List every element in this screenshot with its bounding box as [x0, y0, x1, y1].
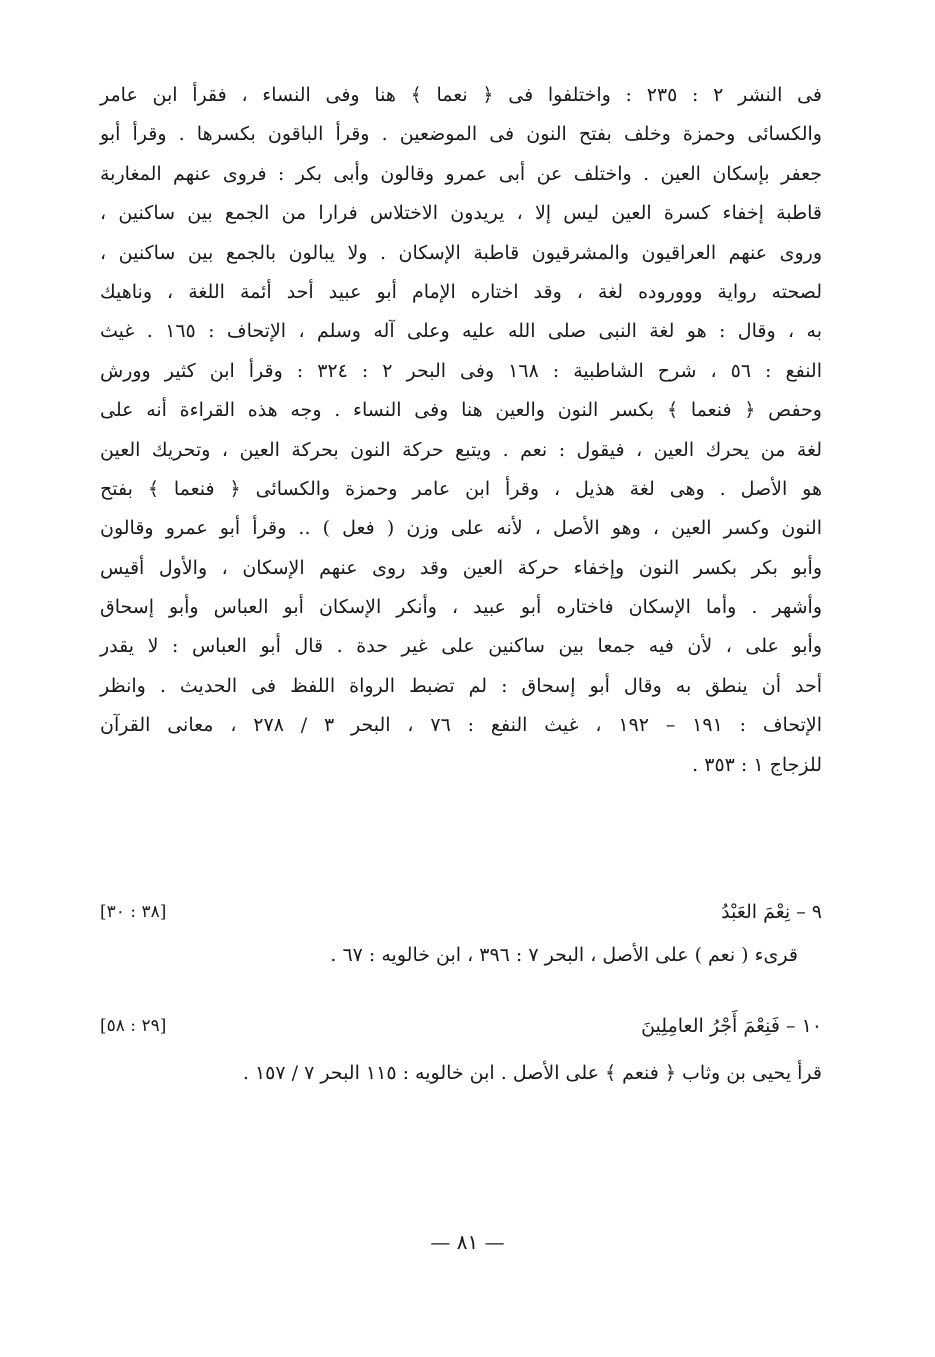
text-line: وأشهر . وأما الإسكان فاختاره أبو عبيد ، وأنكر الإسكان أبو العباس وأبو إسحاق — [100, 596, 822, 619]
text-line: أحد أن ينطق به وقال أبو إسحاق : لم تضبط الرواة اللفظ فى الحديث . وانظر — [100, 674, 822, 697]
commentary-paragraph — [100, 76, 822, 785]
entry-body: قرىء ( نعم ) على الأصل ، البحر ٧ : ٣٩٦ ، ابن خالويه : ٦٧ . — [330, 944, 798, 966]
text-line: هو الأصل . وهى لغة هذيل ، وقرأ ابن عامر وحمزة والكسائى ﴿ فنعما ﴾ بفتح — [100, 477, 822, 500]
text-line: قاطبة إخفاء كسرة العين ليس إلا ، يريدون الاختلاس فرارا من الجمع بين ساكنين ، — [100, 202, 822, 225]
page-number: — ٨١ — — [430, 1230, 505, 1254]
text-line: النون وكسر العين ، وهو الأصل ، لأنه على وزن ( فعل ) .. وقرأ أبو عمرو وقالون — [100, 517, 822, 540]
entry-reference: [٣٨ : ٣٠] — [100, 902, 167, 922]
text-line: وأبو بكر بكسر النون وإخفاء حركة العين وقد روى عنهم الإسكان ، والأول أقيس — [100, 556, 822, 579]
text-line: للزجاج ١ : ٣٥٣ . — [692, 753, 822, 776]
entry-heading: ١٠ – فَنِعْمَ أَجْرُ العامِلِينَ — [641, 1015, 822, 1037]
text-line: جعفر بإسكان العين . واختلف عن أبى عمرو وقالون وأبى بكر : فروى عنهم المغاربة — [100, 162, 822, 185]
text-line: لصحته رواية وووروده لغة ، وقد اختاره الإمام أبو عبيد أحد أئمة اللغة ، وناهيك — [100, 280, 822, 303]
entry-heading-row — [100, 1004, 822, 1048]
text-line: وأبو على ، لأن فيه جمعا بين ساكنين على غير حدة . قال أبو العباس : لا يقدر — [100, 635, 822, 658]
text-line: وروى عنهم العراقيون والمشرقيون قاطبة الإسكان . ولا يبالون بالجمع بين ساكنين ، — [100, 241, 822, 264]
text-line: فى النشر ٢ : ٢٣٥ : واختلفوا فى ﴿ نعما ﴾ هنا وفى النساء ، فقرأ ابن عامر — [100, 84, 822, 106]
text-line: وحفص ﴿ فنعما ﴾ بكسر النون والعين هنا وفى النساء . وجه هذه القراءة أنه على — [100, 399, 822, 422]
entry-reference: [٢٩ : ٥٨] — [100, 1016, 167, 1036]
entry-9 — [100, 890, 822, 966]
entry-heading: ٩ – نِعْمَ العَبْدُ — [721, 901, 822, 923]
entry-body: قرأ يحيى بن وثاب ﴿ فنعم ﴾ على الأصل . ابن خالويه : ١١٥ البحر ٧ / ١٥٧ . — [242, 1062, 822, 1084]
entry-heading-row — [100, 890, 822, 934]
text-line: لغة من يحرك العين ، فيقول : نعم . ويتبع حركة النون بحركة العين ، وتحريك العين — [100, 438, 822, 461]
text-line: والكسائى وحمزة وخلف بفتح النون فى الموضعين . وقرأ الباقون بكسرها . وقرأ أبو — [100, 123, 822, 146]
text-line: الإتحاف : ١٩١ – ١٩٢ ، غيث النفع : ٧٦ ، البحر ٣ / ٢٧٨ ، معانى القرآن — [100, 714, 822, 737]
text-line: به ، وقال : هو لغة النبى صلى الله عليه وعلى آله وسلم ، الإتحاف : ١٦٥ . غيث — [100, 320, 822, 343]
entry-10 — [100, 1004, 822, 1084]
text-line: النفع : ٥٦ ، شرح الشاطبية : ١٦٨ وفى البحر ٢ : ٣٢٤ : وقرأ ابن كثير وورش — [100, 359, 822, 382]
